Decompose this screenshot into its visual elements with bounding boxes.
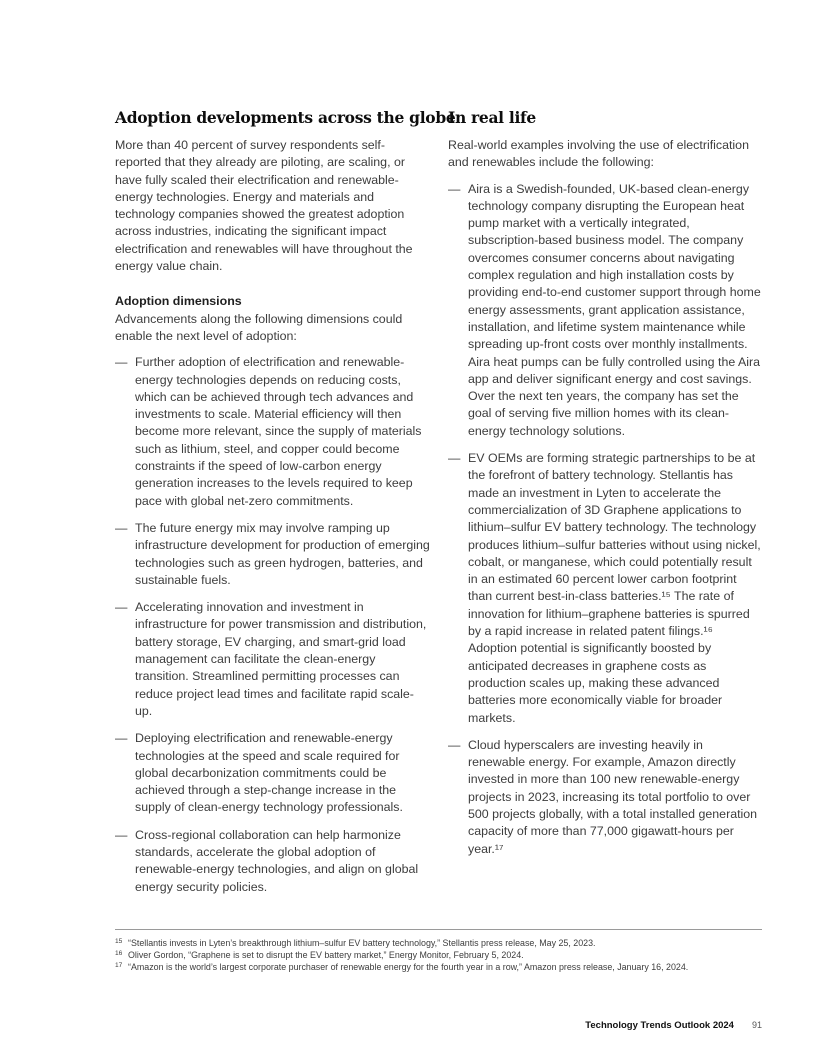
list-item-text: EV OEMs are forming strategic partnerships to be at the forefront of battery technology. Stellantis has made an investment in Lyten to accelerate the commercialization of 3D Graphene applications to lithium–sulfur EV battery technology. The technology produces lithium–sulfur batteries without using nickel, cobalt, or manganese, which could potentially result in an estimated 60 percent lower carbon footprint than current best-in-class batteries.¹⁵ The rate of innovation for lithium–graphene batteries is spurred by a rapid increase in related patent filings.¹⁶ Adoption potential is significantly boosted by anticipated decreases in graphene costs as production scales up, making these advanced batteries more economically viable for broader markets.	[468, 451, 761, 725]
list-item	[115, 354, 430, 510]
list-item	[448, 181, 763, 440]
section-heading-in-real-life: In real life	[448, 108, 536, 127]
real-life-examples-list	[448, 181, 763, 858]
list-item-text: Aira is a Swedish-founded, UK-based clean-energy technology company disrupting the European heat pump market with a vertically integrated, subscription-based business model. The company overcomes consumer concerns about navigating complex regulation and high installation costs by providing end-to-end customer support through home energy assessments, grant application assistance, installation, and lifetime system maintenance while spreading up-front costs over monthly installments. Aira heat pumps can be fully controlled using the Aira app and deliver significant energy and cost savings. Over the next ten years, the company has set the goal of serving five million homes with its clean-energy technology solutions.	[468, 181, 761, 438]
footnote-text: Oliver Gordon, “Graphene is set to disrupt the EV battery market,” Energy Monitor, February 5, 2024.	[128, 950, 524, 960]
list-item	[448, 737, 763, 858]
footnotes-section	[115, 929, 762, 973]
adoption-dimensions-list	[115, 354, 430, 896]
dash-icon: —	[115, 731, 128, 746]
list-item	[115, 827, 430, 896]
dash-icon: —	[448, 181, 461, 196]
list-item	[115, 730, 430, 816]
dimensions-intro-paragraph: Advancements along the following dimensions could enable the next level of adoption:	[115, 311, 403, 343]
page-footer	[585, 1020, 762, 1031]
footnote-number: 15	[115, 938, 123, 945]
dash-icon: —	[115, 827, 128, 842]
right-column	[448, 108, 763, 906]
dash-icon: —	[115, 600, 128, 615]
dash-icon: —	[115, 520, 128, 535]
footnote-number: 16	[115, 950, 123, 957]
list-item	[448, 450, 763, 727]
footnote-number: 17	[115, 962, 123, 969]
list-item-text: Cross-regional collaboration can help harmonize standards, accelerate the global adoption of renewable-energy technologies, and align on global energy security policies.	[135, 827, 419, 894]
footnote	[115, 949, 762, 961]
list-item-text: Accelerating innovation and investment in infrastructure for power transmission and distribution, battery storage, EV charging, and smart-grid load management can facilitate the clean-energy transition. Streamlined permitting processes can reduce project lead times and facilitate rapid scale-up.	[135, 600, 427, 718]
footnote-text: “Stellantis invests in Lyten’s breakthrough lithium–sulfur EV battery technology,” Stellantis press release, May 25, 2023.	[128, 938, 596, 948]
list-item-text: Further adoption of electrification and renewable-energy technologies depends on reducing costs, which can be achieved through tech advances and investments to scale. Material efficiency will then become more relevant, since the supply of materials such as lithium, steel, and copper could become constraints if the speed of low-carbon energy generation increases to the levels required to keep pace with global net-zero commitments.	[135, 355, 422, 508]
page-content	[115, 108, 762, 906]
list-item-text: Cloud hyperscalers are investing heavily in renewable energy. For example, Amazon directly invested in more than 100 new renewable-energy projects in 2023, increasing its total portfolio to over 500 projects globally, with a total installed generation capacity of more than 77,000 gigawatt-hours per year.¹⁷	[468, 737, 758, 856]
list-item	[115, 599, 430, 720]
subheading-adoption-dimensions: Adoption dimensions	[115, 294, 242, 309]
dash-icon: —	[448, 451, 461, 466]
dash-icon: —	[115, 355, 128, 370]
left-column	[115, 108, 456, 906]
list-item-text: Deploying electrification and renewable-energy technologies at the speed and scale required for global decarbonization commitments could be achieved through a step-change increase in the supply of clean-energy technology professionals.	[135, 731, 403, 815]
page-number: 91	[751, 1020, 762, 1030]
section-heading-adoption-developments: Adoption developments across the globe	[115, 108, 456, 127]
footnote-text: “Amazon is the world’s largest corporate purchaser of renewable energy for the fourth year in a row,” Amazon press release, January 16, 2024.	[128, 962, 689, 972]
list-item-text: The future energy mix may involve ramping up infrastructure development for production of emerging technologies such as green hydrogen, batteries, and sustainable fuels.	[135, 520, 430, 587]
adoption-intro-paragraph: More than 40 percent of survey respondents self-reported that they already are piloting, are scaling, or have fully scaled their electrification and renewable-energy technologies. Energy and materials and technology companies showed the greatest adoption across industries, indicating the significant impact electrification and renewables will have throughout the energy value chain.	[115, 138, 413, 274]
list-item	[115, 520, 430, 589]
dash-icon: —	[448, 737, 461, 752]
footnote	[115, 937, 762, 949]
report-title: Technology Trends Outlook 2024	[585, 1020, 734, 1031]
real-life-intro-paragraph: Real-world examples involving the use of electrification and renewables include the following:	[448, 138, 749, 170]
footnote	[115, 961, 762, 973]
